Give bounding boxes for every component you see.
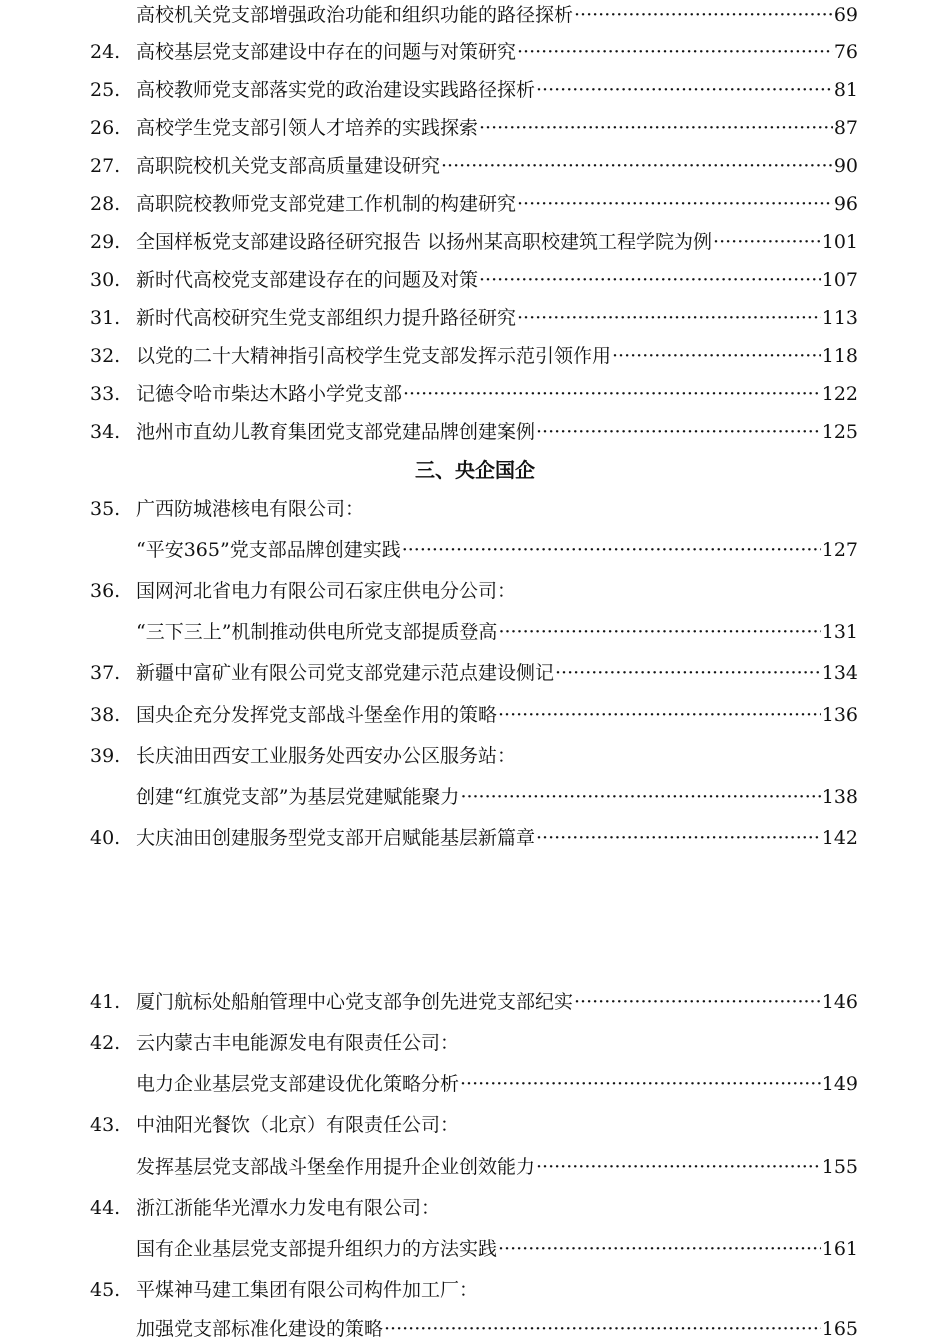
toc-entry-number: 44. <box>90 1197 121 1219</box>
toc-entry <box>90 987 858 1017</box>
toc-entry-title: 高职院校机关党支部高质量建设研究 <box>136 155 441 177</box>
toc-entry-page: 107 <box>821 269 858 291</box>
toc-entry <box>90 151 858 181</box>
toc-entry-title: 创建“红旗党支部”为基层党建赋能聚力 <box>136 786 460 808</box>
toc-entry-number: 35. <box>90 498 121 520</box>
toc-entry-title: 记德令哈市柴达木路小学党支部 <box>136 383 403 405</box>
toc-entry-number: 24. <box>90 41 121 63</box>
toc-leader-dots <box>498 700 821 730</box>
toc-entry-number: 39. <box>90 745 121 767</box>
toc-entry-page: 161 <box>821 1238 858 1260</box>
toc-entry-number: 34. <box>90 421 121 443</box>
toc-entry-title: 浙江浙能华光潭水力发电有限公司： <box>136 1197 441 1219</box>
toc-entry-title: 高校机关党支部增强政治功能和组织功能的路径探析 <box>136 4 574 26</box>
toc-entry <box>90 1275 858 1305</box>
toc-entry-title: 中油阳光餐饮（北京）有限责任公司： <box>136 1114 460 1136</box>
toc-entry <box>90 617 858 647</box>
toc-leader-dots <box>555 658 821 688</box>
toc-entry <box>90 75 858 105</box>
toc-entry <box>90 265 858 295</box>
toc-entry-title: 高校基层党支部建设中存在的问题与对策研究 <box>136 41 517 63</box>
toc-entry-page: 136 <box>821 704 858 726</box>
toc-leader-dots <box>517 37 833 67</box>
toc-entry <box>90 1314 858 1344</box>
toc-entry-number: 29. <box>90 231 121 253</box>
toc-entry-title: 新时代高校党支部建设存在的问题及对策 <box>136 269 479 291</box>
toc-entry <box>90 823 858 853</box>
toc-leader-dots <box>498 617 820 647</box>
toc-entry-number: 27. <box>90 155 121 177</box>
toc-entry-page: 122 <box>821 383 858 405</box>
toc-leader-dots <box>460 1069 821 1099</box>
toc-entry-number: 30. <box>90 269 121 291</box>
toc-leader-dots <box>574 0 833 30</box>
toc-entry-number: 40. <box>90 827 121 849</box>
toc-entry <box>90 1110 858 1140</box>
toc-entry-page: 149 <box>821 1073 858 1095</box>
toc-entry-page: 125 <box>821 421 858 443</box>
toc-entry <box>90 379 858 409</box>
toc-leader-dots <box>384 1314 821 1344</box>
toc-entry <box>90 1193 858 1223</box>
toc-entry-title: 长庆油田西安工业服务处西安办公区服务站： <box>136 745 517 767</box>
toc-entry-title: 发挥基层党支部战斗堡垒作用提升企业创效能力 <box>136 1156 536 1178</box>
toc-leader-dots <box>498 1234 821 1264</box>
toc-entry-page: 138 <box>821 786 858 808</box>
toc-entry-title: 国有企业基层党支部提升组织力的方法实践 <box>136 1238 498 1260</box>
toc-entry-page: 90 <box>833 155 858 177</box>
toc-leader-dots <box>536 75 833 105</box>
toc-entry-page: 101 <box>821 231 858 253</box>
toc-entry-page: 69 <box>833 4 858 26</box>
toc-entry-number: 31. <box>90 307 121 329</box>
toc-leader-dots <box>574 987 821 1017</box>
toc-entry-number: 37. <box>90 662 121 684</box>
toc-leader-dots <box>517 303 821 333</box>
toc-entry <box>90 303 858 333</box>
toc-entry-title: “平安365”党支部品牌创建实践 <box>136 539 401 561</box>
toc-entry-title: 高职院校教师党支部党建工作机制的构建研究 <box>136 193 517 215</box>
toc-entry-title: 厦门航标处船舶管理中心党支部争创先进党支部纪实 <box>136 991 574 1013</box>
toc-entry-page: 113 <box>821 307 858 329</box>
toc-entry-page: 142 <box>821 827 858 849</box>
toc-entry <box>90 0 858 30</box>
toc-entry-title: 以党的二十大精神指引高校学生党支部发挥示范引领作用 <box>136 345 612 367</box>
toc-entry-page: 96 <box>833 193 858 215</box>
toc-entry-title: 国央企充分发挥党支部战斗堡垒作用的策略 <box>136 704 498 726</box>
toc-entry-title: 大庆油田创建服务型党支部开启赋能基层新篇章 <box>136 827 536 849</box>
toc-entry <box>90 113 858 143</box>
toc-entry-page: 146 <box>821 991 858 1013</box>
toc-entry-number: 41. <box>90 991 121 1013</box>
toc-entry <box>90 341 858 371</box>
toc-entry <box>90 227 858 257</box>
toc-leader-dots <box>402 535 821 565</box>
toc-entry-title: 国网河北省电力有限公司石家庄供电分公司： <box>136 580 517 602</box>
toc-entry-number: 26. <box>90 117 121 139</box>
toc-leader-dots <box>536 417 821 447</box>
toc-entry-title: 广西防城港核电有限公司： <box>136 498 365 520</box>
toc-entry-number: 42. <box>90 1032 121 1054</box>
toc-entry <box>90 741 858 771</box>
toc-entry <box>90 1028 858 1058</box>
toc-entry-title: 平煤神马建工集团有限公司构件加工厂： <box>136 1279 479 1301</box>
toc-entry-title: 高校学生党支部引领人才培养的实践探索 <box>136 117 479 139</box>
toc-entry <box>90 1234 858 1264</box>
toc-leader-dots <box>536 1152 821 1182</box>
toc-entry <box>90 535 858 565</box>
toc-entry <box>90 189 858 219</box>
toc-leader-dots <box>713 227 821 257</box>
toc-entry-title: 云内蒙古丰电能源发电有限责任公司： <box>136 1032 460 1054</box>
toc-entry-number: 36. <box>90 580 121 602</box>
toc-entry-page: 155 <box>821 1156 858 1178</box>
toc-entry-page: 134 <box>821 662 858 684</box>
toc-leader-dots <box>441 151 833 181</box>
toc-entry <box>90 1152 858 1182</box>
toc-entry-number: 33. <box>90 383 121 405</box>
toc-entry-number: 38. <box>90 704 121 726</box>
toc-entry-number: 45. <box>90 1279 121 1301</box>
toc-entry <box>90 658 858 688</box>
toc-entry <box>90 700 858 730</box>
toc-entry <box>90 576 858 606</box>
toc-entry-number: 28. <box>90 193 121 215</box>
toc-entry-page: 76 <box>833 41 858 63</box>
toc-entry <box>90 417 858 447</box>
section-heading: 三、央企国企 <box>415 458 535 482</box>
toc-entry-title: 电力企业基层党支部建设优化策略分析 <box>136 1073 460 1095</box>
toc-entry-title: 新时代高校研究生党支部组织力提升路径研究 <box>136 307 517 329</box>
toc-entry-title: 池州市直幼儿教育集团党支部党建品牌创建案例 <box>136 421 536 443</box>
toc-leader-dots <box>612 341 821 371</box>
toc-entry <box>90 37 858 67</box>
toc-entry-page: 81 <box>833 79 858 101</box>
toc-entry-title: 新疆中富矿业有限公司党支部党建示范点建设侧记 <box>136 662 555 684</box>
toc-entry-page: 165 <box>821 1318 858 1340</box>
toc-leader-dots <box>536 823 821 853</box>
toc-leader-dots <box>479 113 833 143</box>
toc-entry-title: 加强党支部标准化建设的策略 <box>136 1318 384 1340</box>
toc-leader-dots <box>403 379 821 409</box>
toc-entry-page: 127 <box>821 539 858 561</box>
toc-entry-page: 87 <box>833 117 858 139</box>
toc-entry-title: 全国样板党支部建设路径研究报告 以扬州某高职校建筑工程学院为例 <box>136 231 713 253</box>
toc-entry <box>90 782 858 812</box>
toc-entry-number: 32. <box>90 345 121 367</box>
toc-entry <box>90 1069 858 1099</box>
toc-entry-number: 43. <box>90 1114 121 1136</box>
toc-entry-number: 25. <box>90 79 121 101</box>
toc-leader-dots <box>460 782 820 812</box>
toc-leader-dots <box>479 265 821 295</box>
toc-entry-page: 131 <box>821 621 858 643</box>
toc-entry-title: “三下三上”机制推动供电所党支部提质登高 <box>136 621 498 643</box>
toc-entry-title: 高校教师党支部落实党的政治建设实践路径探析 <box>136 79 536 101</box>
toc-leader-dots <box>517 189 833 219</box>
toc-entry-page: 118 <box>821 345 858 367</box>
toc-entry <box>90 494 858 524</box>
